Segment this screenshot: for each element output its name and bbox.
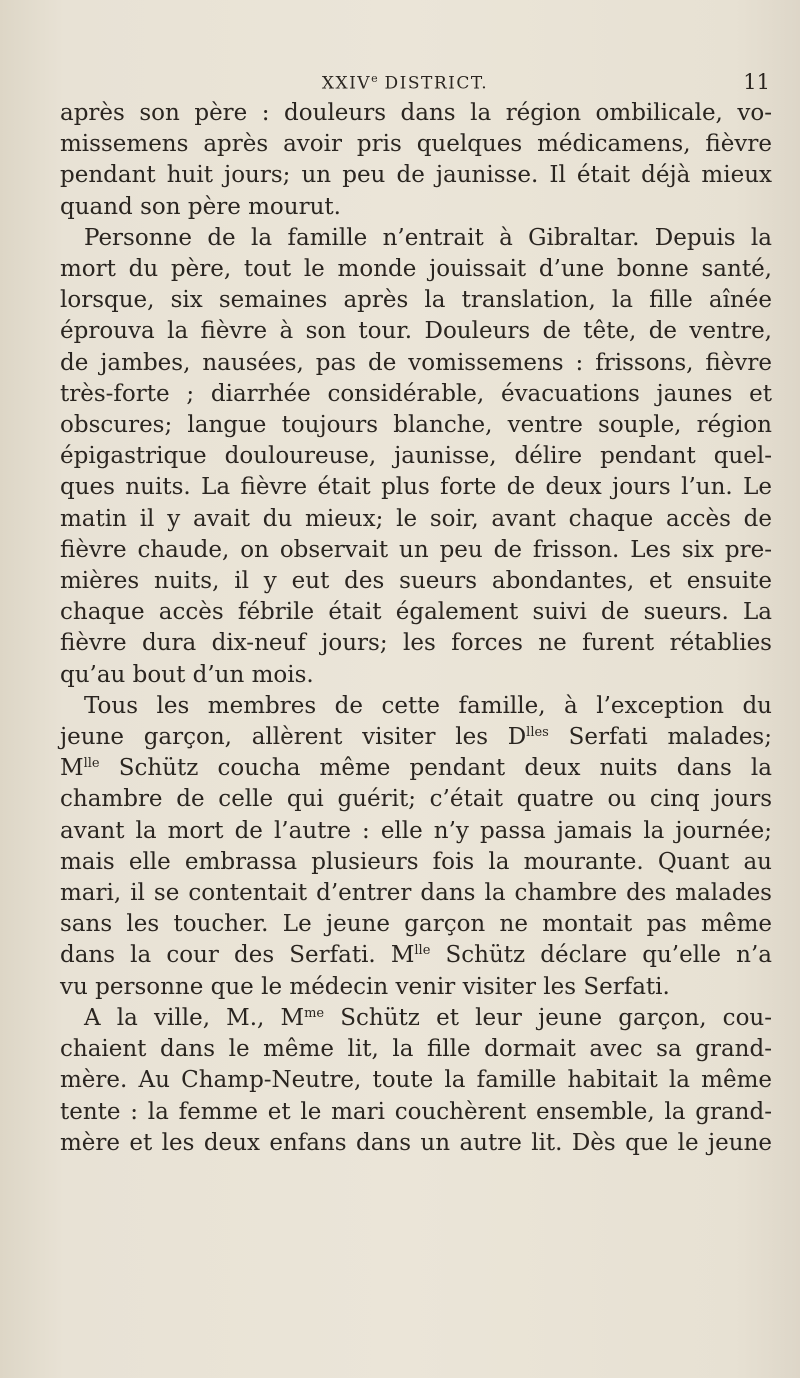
text-line: pendant huit jours; un peu de jaunisse. Il était déjà mieux (60, 162, 772, 189)
text-line: $M^{lle}$ Schütz coucha même pendant deux nuits dans la (60, 755, 772, 782)
text-line: mières nuits, il y eut des sueurs abondantes, et ensuite (60, 568, 772, 595)
text-line: lorsque, six semaines après la translation, la fille aînée (60, 287, 772, 314)
running-header (40, 70, 770, 100)
text-line: jeune garçon, allèrent visiter les $D^{lles}$ Serfati malades; (60, 724, 772, 751)
text-line: fièvre chaude, on observait un peu de frisson. Les six pre- (60, 536, 772, 563)
text-line: Tous les membres de cette famille, à l’exception du (84, 692, 772, 719)
text-line: tente : la femme et le mari couchèrent ensemble, la grand- (60, 1098, 772, 1125)
text-line: très-forte ; diarrhée considérable, évacuations jaunes et (60, 380, 772, 407)
text-line: chaque accès fébrile était également suivi de sueurs. La (60, 599, 772, 626)
text-line: mère et les deux enfans dans un autre lit. Dès que le jeune (60, 1129, 772, 1156)
running-title: XXIVe DISTRICT. (321, 72, 489, 94)
text-line: vu personne que le médecin venir visiter les Serfati. (60, 973, 670, 1000)
text-line: A la ville, M., $M^{me}$ Schütz et leur jeune garçon, cou- (84, 1004, 772, 1031)
text-line: ques nuits. La fièvre était plus forte de deux jours l’un. Le (60, 474, 772, 501)
text-line: chambre de celle qui guérit; c’était quatre ou cinq jours (60, 786, 772, 813)
body-text (60, 98, 772, 1159)
text-line: fièvre dura dix-neuf jours; les forces ne furent rétablies (60, 630, 772, 657)
text-line: après son père : douleurs dans la région ombilicale, vo- (60, 100, 772, 126)
text-line: mère. Au Champ-Neutre, toute la famille habitait la même (60, 1067, 772, 1094)
text-line: mari, il se contentait d’entrer dans la chambre des malades (60, 880, 772, 907)
text-line: matin il y avait du mieux; le soir, avant chaque accès de (60, 505, 772, 532)
text-line: éprouva la fièvre à son tour. Douleurs de tête, de ventre, (60, 318, 772, 345)
text-line: chaient dans le même lit, la fille dormait avec sa grand- (60, 1036, 772, 1063)
text-line: mais elle embrassa plusieurs fois la mourante. Quant au (60, 848, 772, 875)
text-line: quand son père mourut. (60, 193, 341, 220)
text-line: Personne de la famille n’entrait à Gibraltar. Depuis la (84, 224, 772, 251)
text-line: mort du père, tout le monde jouissait d’une bonne santé, (60, 256, 772, 283)
page-number: 11 (743, 70, 770, 94)
text-line: qu’au bout d’un mois. (60, 661, 314, 688)
text-line: missemens après avoir pris quelques médicamens, fièvre (60, 131, 772, 158)
text-line: sans les toucher. Le jeune garçon ne montait pas même (60, 911, 772, 938)
text-line: épigastrique douloureuse, jaunisse, délire pendant quel- (60, 443, 772, 470)
text-line: obscures; langue toujours blanche, ventre souple, région (60, 412, 772, 439)
text-line: de jambes, nausées, pas de vomissemens : frissons, fièvre (60, 349, 772, 376)
text-line: dans la cour des Serfati. $M^{lle}$ Schütz déclare qu’elle n’a (60, 942, 772, 969)
text-line: avant la mort de l’autre : elle n’y passa jamais la journée; (60, 817, 772, 844)
